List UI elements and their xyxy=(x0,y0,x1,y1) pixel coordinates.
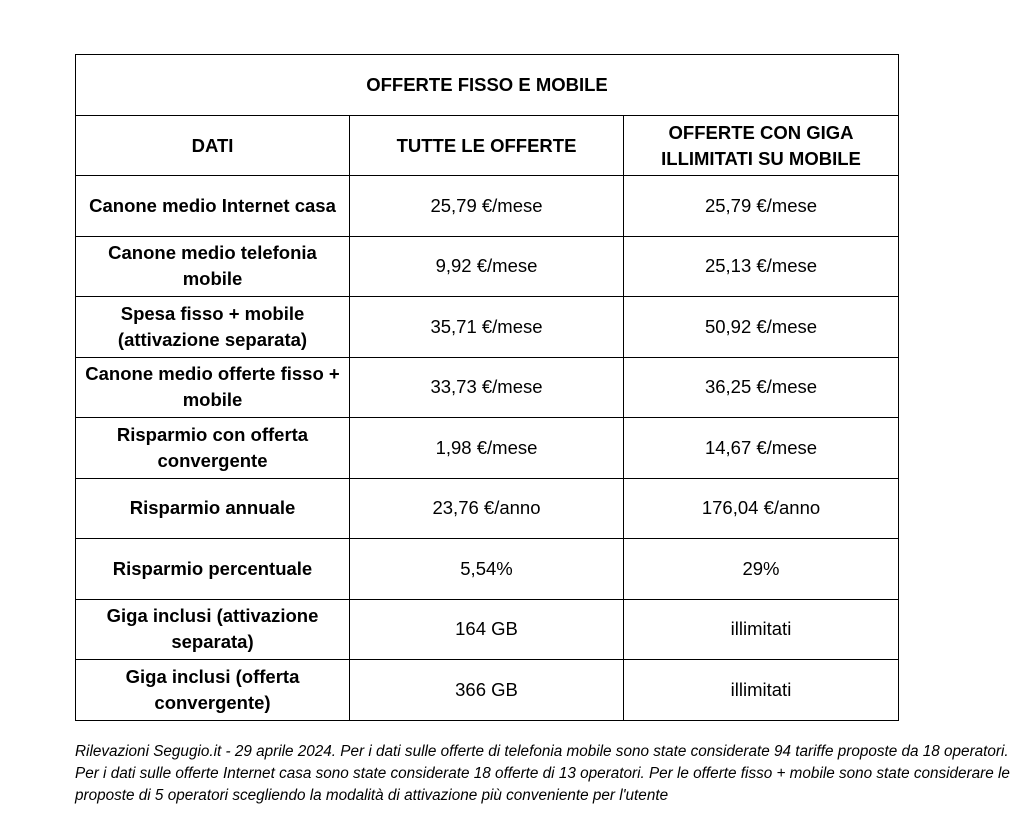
column-header-unlimited-giga: OFFERTE CON GIGA ILLIMITATI SU MOBILE xyxy=(624,116,899,176)
table-row xyxy=(76,539,899,600)
table-title-row xyxy=(76,55,899,116)
source-footnote: Rilevazioni Segugio.it - 29 aprile 2024. Per i dati sulle offerte di telefonia mobile sono state considerate 94 tariffe proposte da 18 operatori. Per i dati sulle offerte Internet casa sono state considerate 18 offerte di 13 operatori. Per le offerte fisso + mobile sono state considerare le proposte di 5 operatori scegliendo la modalità di attivazione più conveniente per l'utente xyxy=(75,743,1010,804)
table-row xyxy=(76,660,899,721)
table-row xyxy=(76,418,899,479)
unlimited-giga-value: illimitati xyxy=(624,599,899,660)
table-row xyxy=(76,478,899,539)
unlimited-giga-value: 176,04 €/anno xyxy=(624,478,899,539)
offers-table xyxy=(75,54,899,721)
table-header-row xyxy=(76,116,899,176)
row-label: Canone medio telefonia mobile xyxy=(76,236,350,297)
row-label: Spesa fisso + mobile (attivazione separata) xyxy=(76,297,350,358)
table-row xyxy=(76,297,899,358)
row-label: Giga inclusi (attivazione separata) xyxy=(76,599,350,660)
unlimited-giga-value: illimitati xyxy=(624,660,899,721)
unlimited-giga-value: 14,67 €/mese xyxy=(624,418,899,479)
unlimited-giga-value: 25,13 €/mese xyxy=(624,236,899,297)
unlimited-giga-value: 25,79 €/mese xyxy=(624,176,899,237)
row-label: Canone medio offerte fisso + mobile xyxy=(76,357,350,418)
all-offers-value: 164 GB xyxy=(350,599,624,660)
row-label: Risparmio con offerta convergente xyxy=(76,418,350,479)
table-row xyxy=(76,357,899,418)
all-offers-value: 33,73 €/mese xyxy=(350,357,624,418)
row-label: Canone medio Internet casa xyxy=(76,176,350,237)
table-row xyxy=(76,236,899,297)
all-offers-value: 25,79 €/mese xyxy=(350,176,624,237)
column-header-all-offers: TUTTE LE OFFERTE xyxy=(350,116,624,176)
unlimited-giga-value: 50,92 €/mese xyxy=(624,297,899,358)
all-offers-value: 23,76 €/anno xyxy=(350,478,624,539)
table-row xyxy=(76,176,899,237)
row-label: Risparmio annuale xyxy=(76,478,350,539)
column-header-dati: DATI xyxy=(76,116,350,176)
all-offers-value: 1,98 €/mese xyxy=(350,418,624,479)
unlimited-giga-value: 29% xyxy=(624,539,899,600)
row-label: Risparmio percentuale xyxy=(76,539,350,600)
all-offers-value: 366 GB xyxy=(350,660,624,721)
unlimited-giga-value: 36,25 €/mese xyxy=(624,357,899,418)
row-label: Giga inclusi (offerta convergente) xyxy=(76,660,350,721)
all-offers-value: 5,54% xyxy=(350,539,624,600)
all-offers-value: 35,71 €/mese xyxy=(350,297,624,358)
all-offers-value: 9,92 €/mese xyxy=(350,236,624,297)
table-row xyxy=(76,599,899,660)
table-title: OFFERTE FISSO E MOBILE xyxy=(76,55,899,116)
